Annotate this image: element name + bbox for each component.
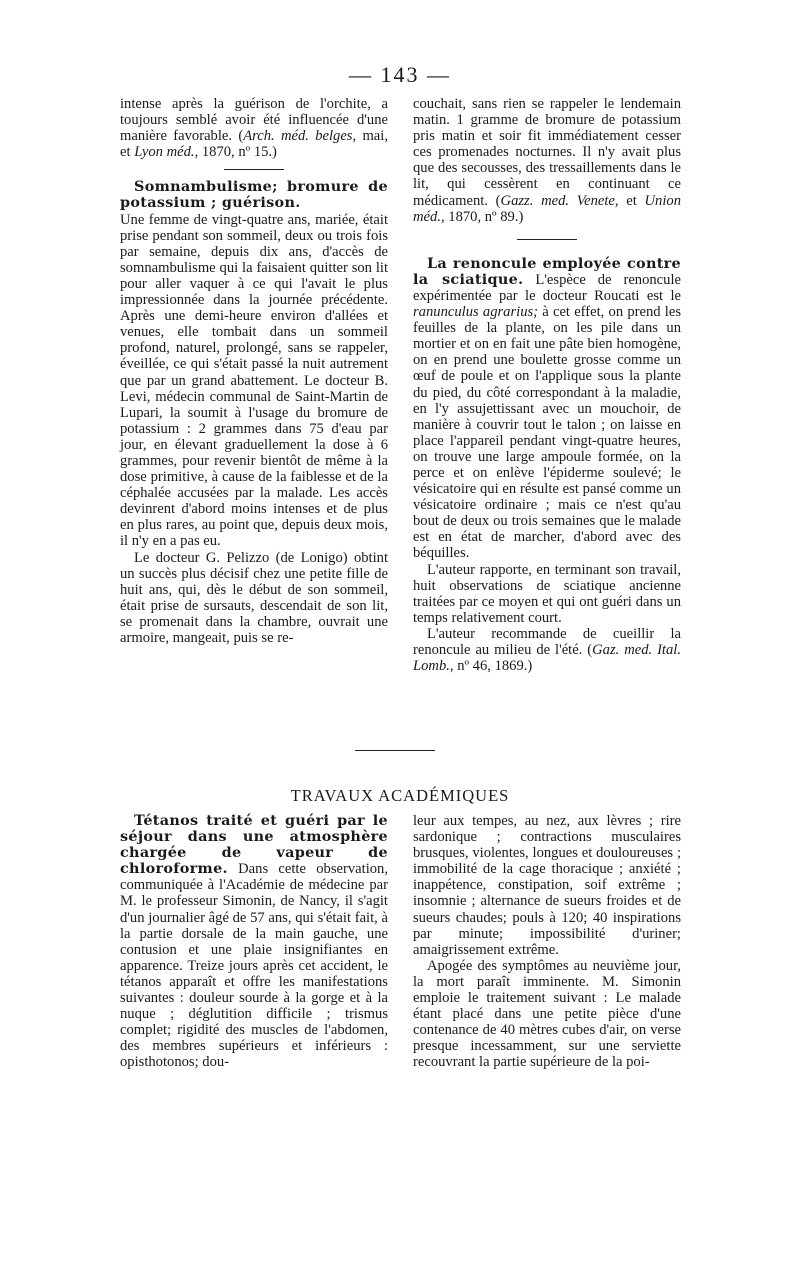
article-renoncule: La renoncule employée contre la sciatique. L'espèce de renoncule expérimentée par le docteur Roucati est le ranunculus agrarius; à cet effet, on prend les feuilles de la plante, on les pile dans un mortier et on en fait une pâte bien homogène, on en prend une boulette grosse comme un œuf de poule et on l'applique sous la plante du pied, du côté correspondant à la maladie, en l'y assujettissant avec un mouchoir, de manière à couvrir tout le talon ; on laisse en place l'appareil pendant vingt-quatre heures, on trouve une large ampoule formée, on la perce et on enlève l'épiderme soulevé; le vésicatoire qui en résulte est pansé comme un vésicatoire ordinaire ; mais ce n'est qu'au bout de deux ou trois semaines que le malade est en état de marcher, d'abord avec des béquilles. [413, 254, 681, 562]
article-paragraph: L'auteur recommande de cueillir la renoncule au milieu de l'été. (Gaz. med. Ital. Lomb., nº 46, 1869.) [413, 625, 681, 675]
article-paragraph: Une femme de vingt-quatre ans, mariée, était prise pendant son sommeil, deux ou trois fois par semaine, depuis dix ans, d'accès de somnambulisme qui la faisaient quitter son lit pour aller vaquer à ce qui l'avait le plus impressionnée dans la journée précédente. Après une demi-heure environ d'allées et venues, elle tombait dans un sommeil profond, naturel, prolongé, sans se rappeler, éveillée, ce qui s'était passé la nuit autrement que par un grand abattement. Le docteur B. Levi, médecin communal de Saint-Martin de Lupari, la soumit à l'usage du bromure de potassium : 2 grammes dans 75 d'eau par jour, en élevant graduellement la dose à 6 grammes, pour revenir bientôt de même à la dose primitive, à cause de la faiblesse et de la céphalée accusées par la malade. Les accès devinrent d'abord moins intenses et de plus en plus rares, au point que, depuis deux mois, il n'y en a pas eu. [120, 211, 388, 550]
section-heading: TRAVAUX ACADÉMIQUES [290, 786, 510, 805]
page-number: — 143 — [349, 62, 451, 87]
continuation-paragraph: couchait, sans rien se rappeler le lendemain matin. 1 gramme de bromure de potassium pris matin et soir fit immédiatement cesser ces promenades nocturnes. Il n'y avait plus que des secousses, des tressaillements dans le lit, qui cessèrent en continuant ce médicament. (Gazz. med. Venete, et Union méd., 1870, nº 89.) [413, 96, 681, 225]
article-paragraph: Le docteur G. Pelizzo (de Lonigo) obtint un succès plus décisif chez une petite fille de huit ans, qui, dès le début de son sommeil, était prise de sursauts, descendait de son lit, se promenait dans la chambre, ouvrait une armoire, mangeait, puis se re- [120, 549, 388, 646]
article-paragraph: Apogée des symptômes au neuvième jour, la mort paraît imminente. M. Simonin emploie le traitement suivant : Le malade étant placé dans une petite pièce d'une contenance de 40 mètres cubes d'air, on verse presque incessamment, sur une serviette recouvrant la partie supérieure de la poi- [413, 957, 681, 1071]
separator-rule [224, 169, 284, 170]
section-divider [355, 750, 435, 751]
separator-rule [517, 239, 577, 240]
article-tetanos: Tétanos traité et guéri par le séjour dans une atmosphère chargée de vapeur de chloroforme. Dans cette observation, communiquée à l'Académie de médecine par M. le professeur Simonin, de Nancy, il s'agit d'un journalier âgé de 57 ans, qui s'était fait, à la partie dorsale de la main gauche, une contusion et une plaie insignifiantes en apparence. Treize jours après cet accident, le tétanos apparaît et offre les manifestations suivantes : douleur sourde à la gorge et à la nuque ; déglutition difficile ; trismus complet; rigidité des muscles de l'abdomen, des membres supérieurs et inférieurs : opisthotonos; dou- [120, 812, 388, 1071]
article-paragraph: L'auteur rapporte, en terminant son travail, huit observations de sciatique ancienne traitées par ce moyen et qui ont guéri dans un temps relativement court. [413, 561, 681, 626]
article-somnambulisme [120, 179, 388, 211]
bottom-right-column [413, 813, 681, 1071]
article-title: La renoncule employée contre la sciatique. [413, 254, 681, 288]
continuation-paragraph: intense après la guérison de l'orchite, a toujours semblé avoir été influencée d'une manière favorable. (Arch. méd. belges, mai, et Lyon méd., 1870, nº 15.) [120, 96, 388, 161]
top-left-column [120, 96, 388, 646]
top-right-column [413, 96, 681, 674]
bottom-left-column [120, 813, 388, 1071]
continuation-paragraph: leur aux tempes, au nez, aux lèvres ; rire sardonique ; contractions musculaires brusques, violentes, longues et douloureuses ; immobilité de la cage thoracique ; anxiété ; inappétence, constipation, soif extrême ; insomnie ; alternance de sueurs froides et de sueurs chaudes; pouls à 120; 40 inspirations par minute; impossibilité d'uriner; amaigrissement extrême. [413, 813, 681, 958]
article-title: Tétanos traité et guéri par le séjour dans une atmosphère chargée de vapeur de chloroforme. [120, 812, 388, 878]
article-title: Somnambulisme; bromure de potassium ; guérison. [120, 178, 388, 212]
